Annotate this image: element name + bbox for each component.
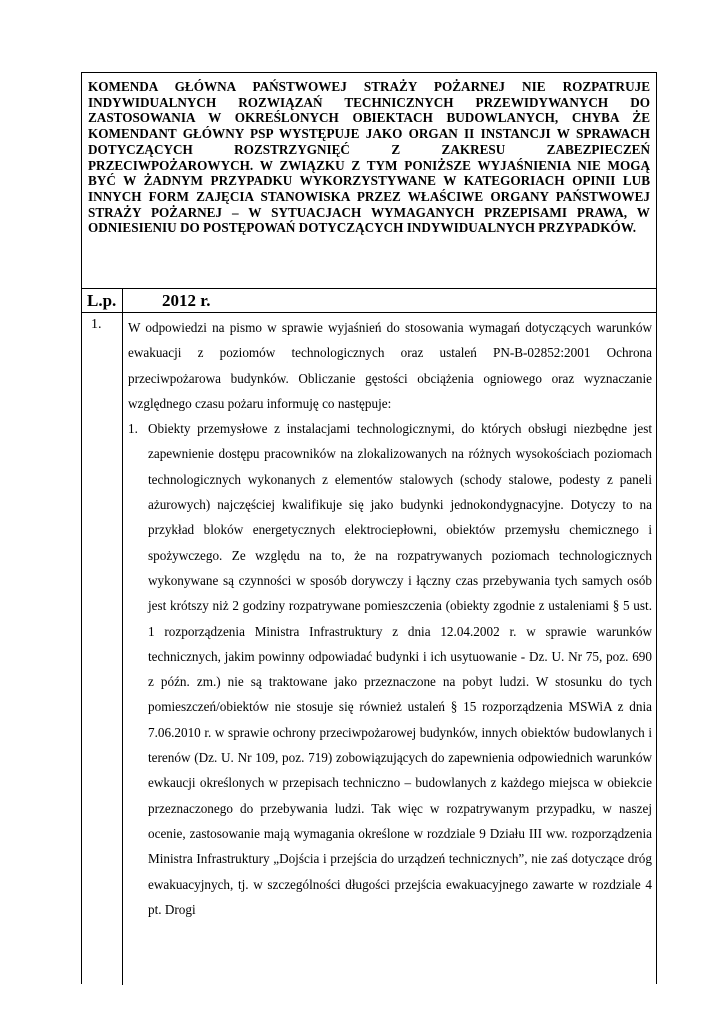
list-item-text: Obiekty przemysłowe z instalacjami technologicznymi, do których obsługi niezbędne jest zapewnienie dostępu pracowników na zlokalizowanych na różnych wysokościach poziomach technologicznych wykonanych z elementów stalowych (schody stalowe, podesty z paneli ażurowych) najczęściej kwalifikuje się jako budynki jednokondygnacyjne. Dotyczy to na przykład bloków energetycznych elektrociepłowni, obiektów przemysłu chemicznego i spożywczego. Ze względu na to, że na rozpatrywanych poziomach technologicznych wykonywane są czynności w sposób dorywczy i łączny czas przebywania tych samych osób jest krótszy niż 2 godziny rozpatrywane pomieszczenia (obiekty zgodnie z ustaleniami § 5 ust. 1 rozporządzenia Ministra Infrastruktury z dnia 12.04.2002 r. w sprawie warunków technicznych, jakim powinny odpowiadać budynki i ich usytuowanie - Dz. U. Nr 75, poz. 690 z późn. zm.) nie są traktowane jako przeznaczone na pobyt ludzi. W stosunku do tych pomieszczeń/obiektów nie stosuje się również ustaleń § 15 rozporządzenia MSWiA z dnia 7.06.2010 r. w sprawie ochrony przeciwpożarowej budynków, innych obiektów budowlanych i terenów (Dz. U. Nr 109, poz. 719) zobowiązujących do zapewnienia odpowiednich warunków ewkaucji określonych w przepisach techniczno – budowlanych z każdego miejsca w obiekcie przeznaczonego do przebywania ludzi. Tak więc w rozpatrywanym przypadku, w naszej ocenie, zastosowanie mają wymagania określone w rozdziale 9 Działu III ww. rozporządzenia Ministra Infrastruktury „Dojścia i przejścia do urządzeń technicznych”, nie zaś dotyczące dróg ewakuacyjnych, tj. w szczególności długości przejścia ewakuacyjnego zawarte w rozdziale 4 pt. Drogi (148, 421, 652, 917)
row-number: 1. (91, 317, 102, 332)
list-item (128, 416, 652, 922)
notice-divider (82, 288, 656, 289)
header-divider (82, 312, 656, 313)
column-header-lp: L.p. (87, 291, 117, 310)
column-header-year: 2012 r. (162, 291, 211, 310)
list-item-number: 1. (128, 421, 138, 437)
content-table (81, 72, 657, 984)
disclaimer-notice: KOMENDA GŁÓWNA PAŃSTWOWEJ STRAŻY POŻARNEJ NIE ROZPATRUJE INDYWIDUALNYCH ROZWIĄZAŃ TECHNICZNYCH PRZEWIDYWANYCH DO ZASTOSOWANIA W OKREŚLONYCH OBIEKTACH BUDOWLANYCH, CHYBA ŻE KOMENDANT GŁÓWNY PSP WYSTĘPUJE JAKO ORGAN II INSTANCJI W SPRAWACH DOTYCZĄCYCH ROZSTRZYGNIĘĆ Z ZAKRESU ZABEZPIECZEŃ PRZECIWPOŻAROWYCH. W ZWIĄZKU Z TYM PONIŻSZE WYJAŚNIENIA NIE MOGĄ BYĆ W ŻADNYM PRZYPADKU WYKORZYSTYWANE W KATEGORIACH OPINII LUB INNYCH FORM ZAJĘCIA STANOWISKA PRZEZ WŁAŚCIWE ORGANY PAŃSTWOWEJ STRAŻY POŻARNEJ – W SYTUACJACH WYMAGANYCH PRZEPISAMI PRAWA, W ODNIESIENIU DO POSTĘPOWAŃ DOTYCZĄCYCH INDYWIDUALNYCH PRZYPADKÓW. (88, 79, 650, 236)
row-content (128, 315, 652, 922)
row-intro-paragraph: W odpowiedzi na pismo w sprawie wyjaśnień do stosowania wymagań dotyczących warunków ewakuacji z poziomów technologicznych oraz ustaleń PN-B-02852:2001 Ochrona przeciwpożarowa budynków. Obliczanie gęstości obciążenia ogniowego oraz wyznaczanie względnego czasu pożaru informuję co następuje: (128, 320, 652, 411)
column-divider (122, 288, 123, 985)
